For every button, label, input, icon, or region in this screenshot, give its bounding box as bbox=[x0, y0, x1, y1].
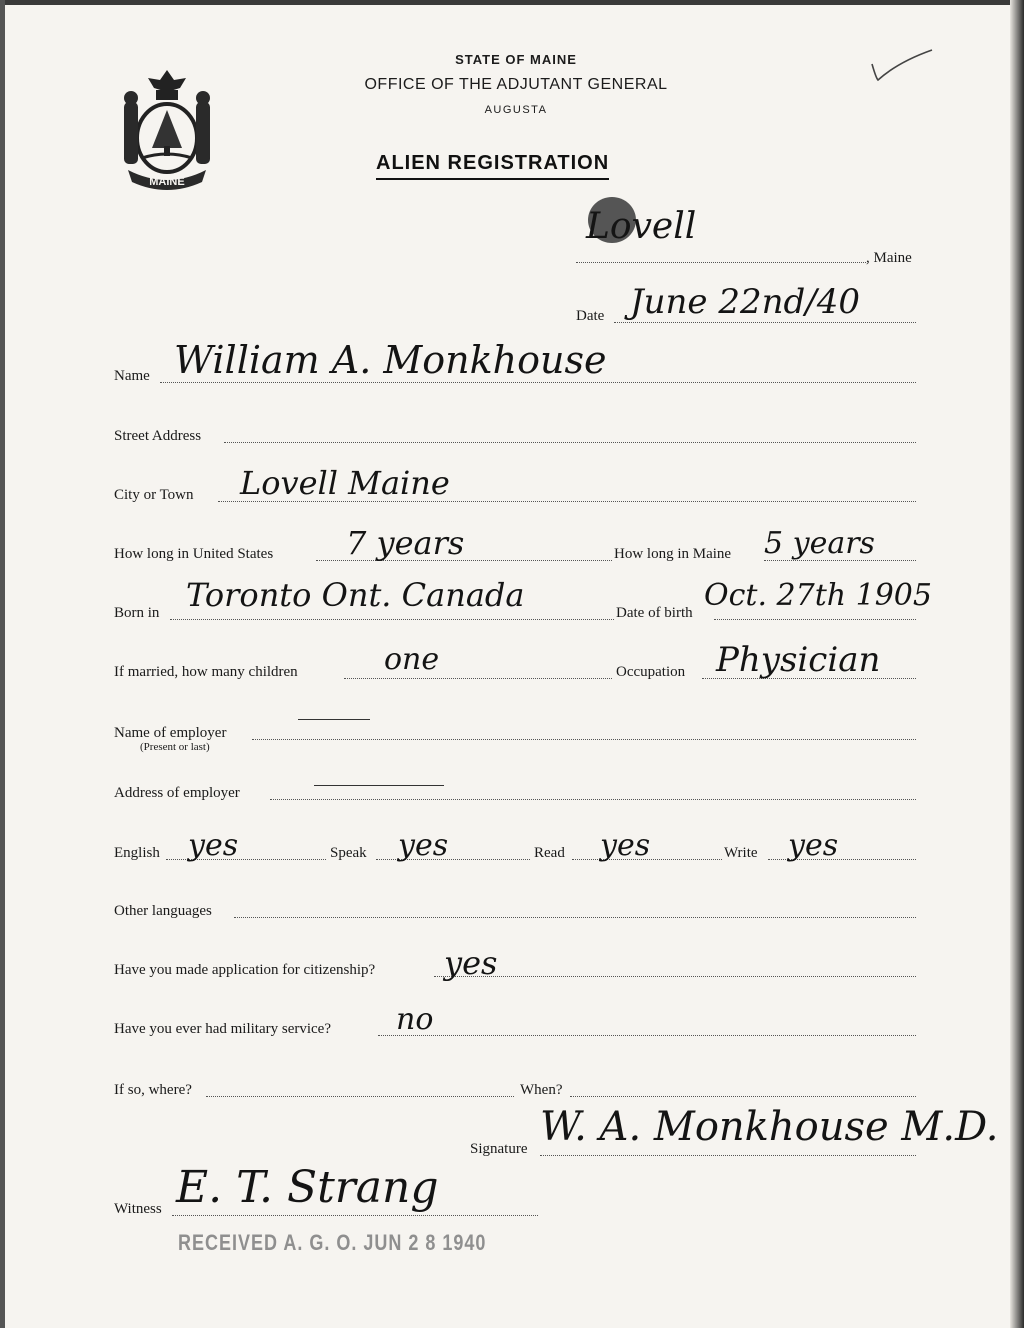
citizenship-label: Have you made application for citizenship? bbox=[114, 962, 376, 978]
military-label: Have you ever had military service? bbox=[114, 1021, 331, 1037]
citizenship-entry: yes bbox=[444, 944, 498, 982]
date-entry: June 22nd/40 bbox=[630, 282, 860, 322]
witness-entry: E. T. Strang bbox=[176, 1162, 439, 1213]
scan-edge-top bbox=[0, 0, 1024, 5]
signature-line bbox=[540, 1155, 916, 1156]
witness-label: Witness bbox=[114, 1201, 162, 1217]
if-so-where-line bbox=[206, 1096, 514, 1097]
town-line bbox=[576, 262, 866, 263]
state-seal-icon bbox=[112, 66, 222, 194]
employer-line bbox=[252, 739, 916, 740]
town-entry: Lovell bbox=[586, 206, 697, 247]
citizenship-line bbox=[434, 976, 916, 977]
signature-label: Signature bbox=[470, 1141, 528, 1157]
date-line bbox=[614, 322, 916, 323]
witness-line bbox=[172, 1215, 538, 1216]
office-heading: OFFICE OF THE ADJUTANT GENERAL bbox=[364, 76, 668, 93]
name-line bbox=[160, 382, 916, 383]
employer-address-dash-mark bbox=[314, 785, 444, 786]
read-label: Read bbox=[534, 845, 565, 861]
city-label: City or Town bbox=[114, 487, 194, 503]
date-of-birth-entry: Oct. 27th 1905 bbox=[704, 578, 932, 613]
date-of-birth-label: Date of birth bbox=[616, 605, 693, 621]
employer-note: (Present or last) bbox=[140, 741, 210, 753]
name-label: Name bbox=[114, 368, 150, 384]
children-label: If married, how many children bbox=[114, 664, 298, 680]
how-long-maine-entry: 5 years bbox=[764, 526, 875, 561]
born-in-line bbox=[170, 619, 614, 620]
when-label: When? bbox=[520, 1082, 563, 1098]
date-label: Date bbox=[576, 308, 605, 324]
employer-dash-mark bbox=[298, 719, 370, 720]
occupation-label: Occupation bbox=[616, 664, 686, 680]
english-entry: yes bbox=[188, 828, 239, 863]
signature-entry: W. A. Monkhouse M.D. bbox=[540, 1104, 999, 1150]
maine-label: , Maine bbox=[866, 250, 912, 266]
read-entry: yes bbox=[600, 828, 651, 863]
other-languages-label: Other languages bbox=[114, 903, 212, 919]
write-label: Write bbox=[724, 845, 758, 861]
how-long-us-label: How long in United States bbox=[114, 546, 274, 562]
employer-address-line bbox=[270, 799, 916, 800]
street-label: Street Address bbox=[114, 428, 202, 444]
state-heading: STATE OF MAINE bbox=[455, 52, 577, 67]
english-label: English bbox=[114, 845, 160, 861]
svg-text:MAINE: MAINE bbox=[149, 176, 185, 188]
name-entry: William A. Monkhouse bbox=[174, 338, 607, 382]
children-entry: one bbox=[384, 642, 440, 677]
military-entry: no bbox=[396, 1002, 434, 1037]
born-in-label: Born in bbox=[114, 605, 160, 621]
children-line bbox=[344, 678, 612, 679]
city-heading: AUGUSTA bbox=[484, 104, 548, 116]
speak-entry: yes bbox=[398, 828, 449, 863]
check-mark-icon bbox=[868, 48, 938, 88]
military-line bbox=[378, 1035, 916, 1036]
write-entry: yes bbox=[788, 828, 839, 863]
city-entry: Lovell Maine bbox=[240, 464, 450, 502]
occupation-entry: Physician bbox=[716, 640, 881, 680]
date-of-birth-line bbox=[714, 619, 916, 620]
other-languages-line bbox=[234, 917, 916, 918]
when-line bbox=[570, 1096, 916, 1097]
scan-edge-right bbox=[1010, 0, 1024, 1328]
how-long-us-entry: 7 years bbox=[346, 524, 465, 562]
speak-label: Speak bbox=[330, 845, 367, 861]
street-line bbox=[224, 442, 916, 443]
born-in-entry: Toronto Ont. Canada bbox=[186, 576, 525, 614]
employer-address-label: Address of employer bbox=[114, 785, 240, 801]
received-stamp: RECEIVED A. G. O. JUN 2 8 1940 bbox=[178, 1230, 487, 1255]
if-so-where-label: If so, where? bbox=[114, 1082, 192, 1098]
how-long-maine-label: How long in Maine bbox=[614, 546, 732, 562]
form-title: ALIEN REGISTRATION bbox=[376, 152, 609, 180]
employer-label: Name of employer bbox=[114, 725, 227, 741]
scan-edge-left bbox=[0, 0, 5, 1328]
